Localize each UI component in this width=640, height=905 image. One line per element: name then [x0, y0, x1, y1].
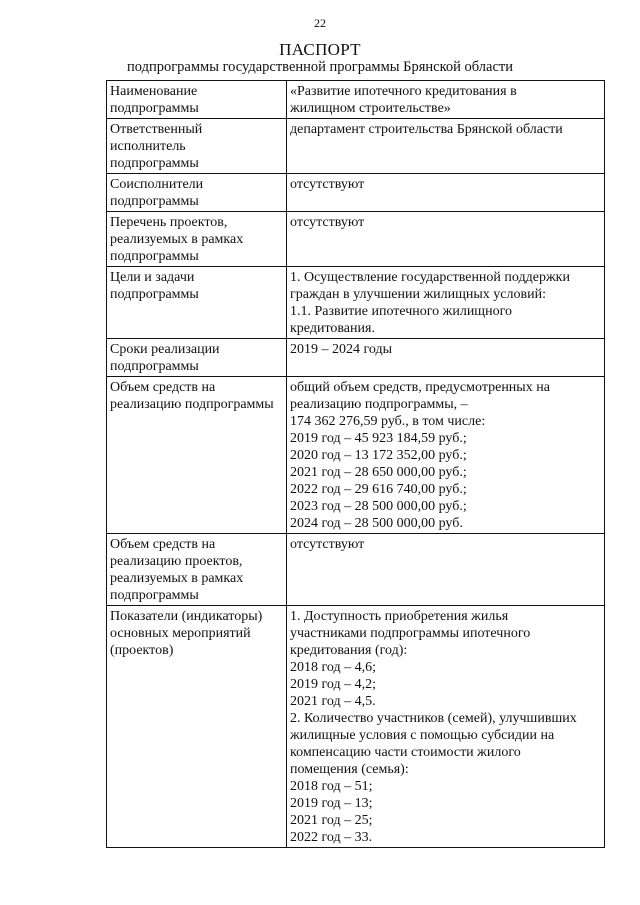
table-row [107, 174, 605, 212]
table-row [107, 81, 605, 119]
row-value-cell [287, 339, 605, 377]
row-value-line: 2. Количество участников (семей), улучшивших [290, 711, 577, 726]
row-value-line: 2020 год – 13 172 352,00 руб.; [290, 448, 467, 463]
passport-table-body [107, 81, 605, 848]
row-label-line: Объем средств на [110, 537, 216, 552]
row-label-line: Наименование [110, 84, 198, 99]
row-label-line: подпрограммы [110, 194, 199, 209]
row-label-cell [107, 534, 287, 606]
table-row [107, 267, 605, 339]
row-value-line: «Развитие ипотечного кредитования в [290, 84, 517, 99]
row-value-line: 2021 год – 25; [290, 813, 373, 828]
row-label-line: (проектов) [110, 643, 174, 658]
table-row [107, 534, 605, 606]
row-value-line: 2021 год – 4,5. [290, 694, 376, 709]
row-value-line: 1.1. Развитие ипотечного жилищного [290, 304, 512, 319]
row-value-line: 2021 год – 28 650 000,00 руб.; [290, 465, 467, 480]
row-label-cell [107, 119, 287, 174]
row-value-line: жилищном строительстве» [290, 101, 451, 116]
row-value-cell [287, 212, 605, 267]
row-value-cell [287, 119, 605, 174]
row-value-line: департамент строительства Брянской области [290, 122, 563, 137]
row-label-line: подпрограммы [110, 588, 199, 603]
row-value-line: 2022 год – 29 616 740,00 руб.; [290, 482, 467, 497]
row-value-line: кредитования. [290, 321, 375, 336]
table-row [107, 212, 605, 267]
row-label-cell [107, 606, 287, 848]
row-value-line: отсутствуют [290, 215, 365, 230]
row-label-line: подпрограммы [110, 287, 199, 302]
row-value-line: участниками подпрограммы ипотечного [290, 626, 531, 641]
row-label-line: Ответственный [110, 122, 203, 137]
table-row [107, 119, 605, 174]
passport-table [106, 80, 605, 848]
row-value-line: 174 362 276,59 руб., в том числе: [290, 414, 486, 429]
row-label-line: подпрограммы [110, 359, 199, 374]
row-label-cell [107, 81, 287, 119]
table-row [107, 339, 605, 377]
row-value-cell [287, 377, 605, 534]
row-value-line: 2024 год – 28 500 000,00 руб. [290, 516, 463, 531]
row-label-line: реализацию проектов, [110, 554, 243, 569]
row-label-line: Цели и задачи [110, 270, 195, 285]
row-value-cell [287, 534, 605, 606]
row-value-line: отсутствуют [290, 537, 365, 552]
row-value-line: 1. Осуществление государственной поддержки [290, 270, 570, 285]
row-value-line: помещения (семья): [290, 762, 409, 777]
row-label-line: Перечень проектов, [110, 215, 228, 230]
row-value-line: жилищные условия с помощью субсидии на [290, 728, 555, 743]
row-label-cell [107, 339, 287, 377]
page-number: 22 [314, 16, 326, 30]
row-value-line: 2019 год – 4,2; [290, 677, 377, 692]
row-value-line: 2019 год – 13; [290, 796, 373, 811]
row-label-line: подпрограммы [110, 249, 199, 264]
row-value-line: 1. Доступность приобретения жилья [290, 609, 509, 624]
row-value-line: 2019 год – 45 923 184,59 руб.; [290, 431, 467, 446]
row-label-line: исполнитель [110, 139, 186, 154]
row-value-line: 2023 год – 28 500 000,00 руб.; [290, 499, 467, 514]
row-label-line: основных мероприятий [110, 626, 251, 641]
row-label-line: подпрограммы [110, 101, 199, 116]
row-value-cell [287, 606, 605, 848]
row-value-line: граждан в улучшении жилищных условий: [290, 287, 546, 302]
row-value-line: 2018 год – 51; [290, 779, 373, 794]
row-label-line: реализацию подпрограммы [110, 397, 274, 412]
row-value-line: реализацию подпрограммы, – [290, 397, 468, 412]
table-row [107, 606, 605, 848]
row-value-line: общий объем средств, предусмотренных на [290, 380, 550, 395]
document-title: ПАСПОРТ [279, 40, 361, 59]
row-label-cell [107, 174, 287, 212]
row-value-line: отсутствуют [290, 177, 365, 192]
row-value-line: 2022 год – 33. [290, 830, 373, 845]
row-value-line: 2018 год – 4,6; [290, 660, 377, 675]
row-value-line: кредитования (год): [290, 643, 408, 658]
row-label-cell [107, 267, 287, 339]
row-label-line: Сроки реализации [110, 342, 220, 357]
row-label-line: Соисполнители [110, 177, 204, 192]
row-label-line: Показатели (индикаторы) [110, 609, 263, 624]
row-label-line: Объем средств на [110, 380, 216, 395]
row-label-cell [107, 377, 287, 534]
row-label-cell [107, 212, 287, 267]
row-value-line: 2019 – 2024 годы [290, 342, 393, 357]
row-label-line: реализуемых в рамках [110, 232, 244, 247]
row-value-cell [287, 267, 605, 339]
table-row [107, 377, 605, 534]
row-label-line: реализуемых в рамках [110, 571, 244, 586]
row-value-cell [287, 174, 605, 212]
row-value-cell [287, 81, 605, 119]
row-label-line: подпрограммы [110, 156, 199, 171]
row-value-line: компенсацию части стоимости жилого [290, 745, 521, 760]
document-subtitle: подпрограммы государственной программы Брянской области [126, 59, 513, 75]
